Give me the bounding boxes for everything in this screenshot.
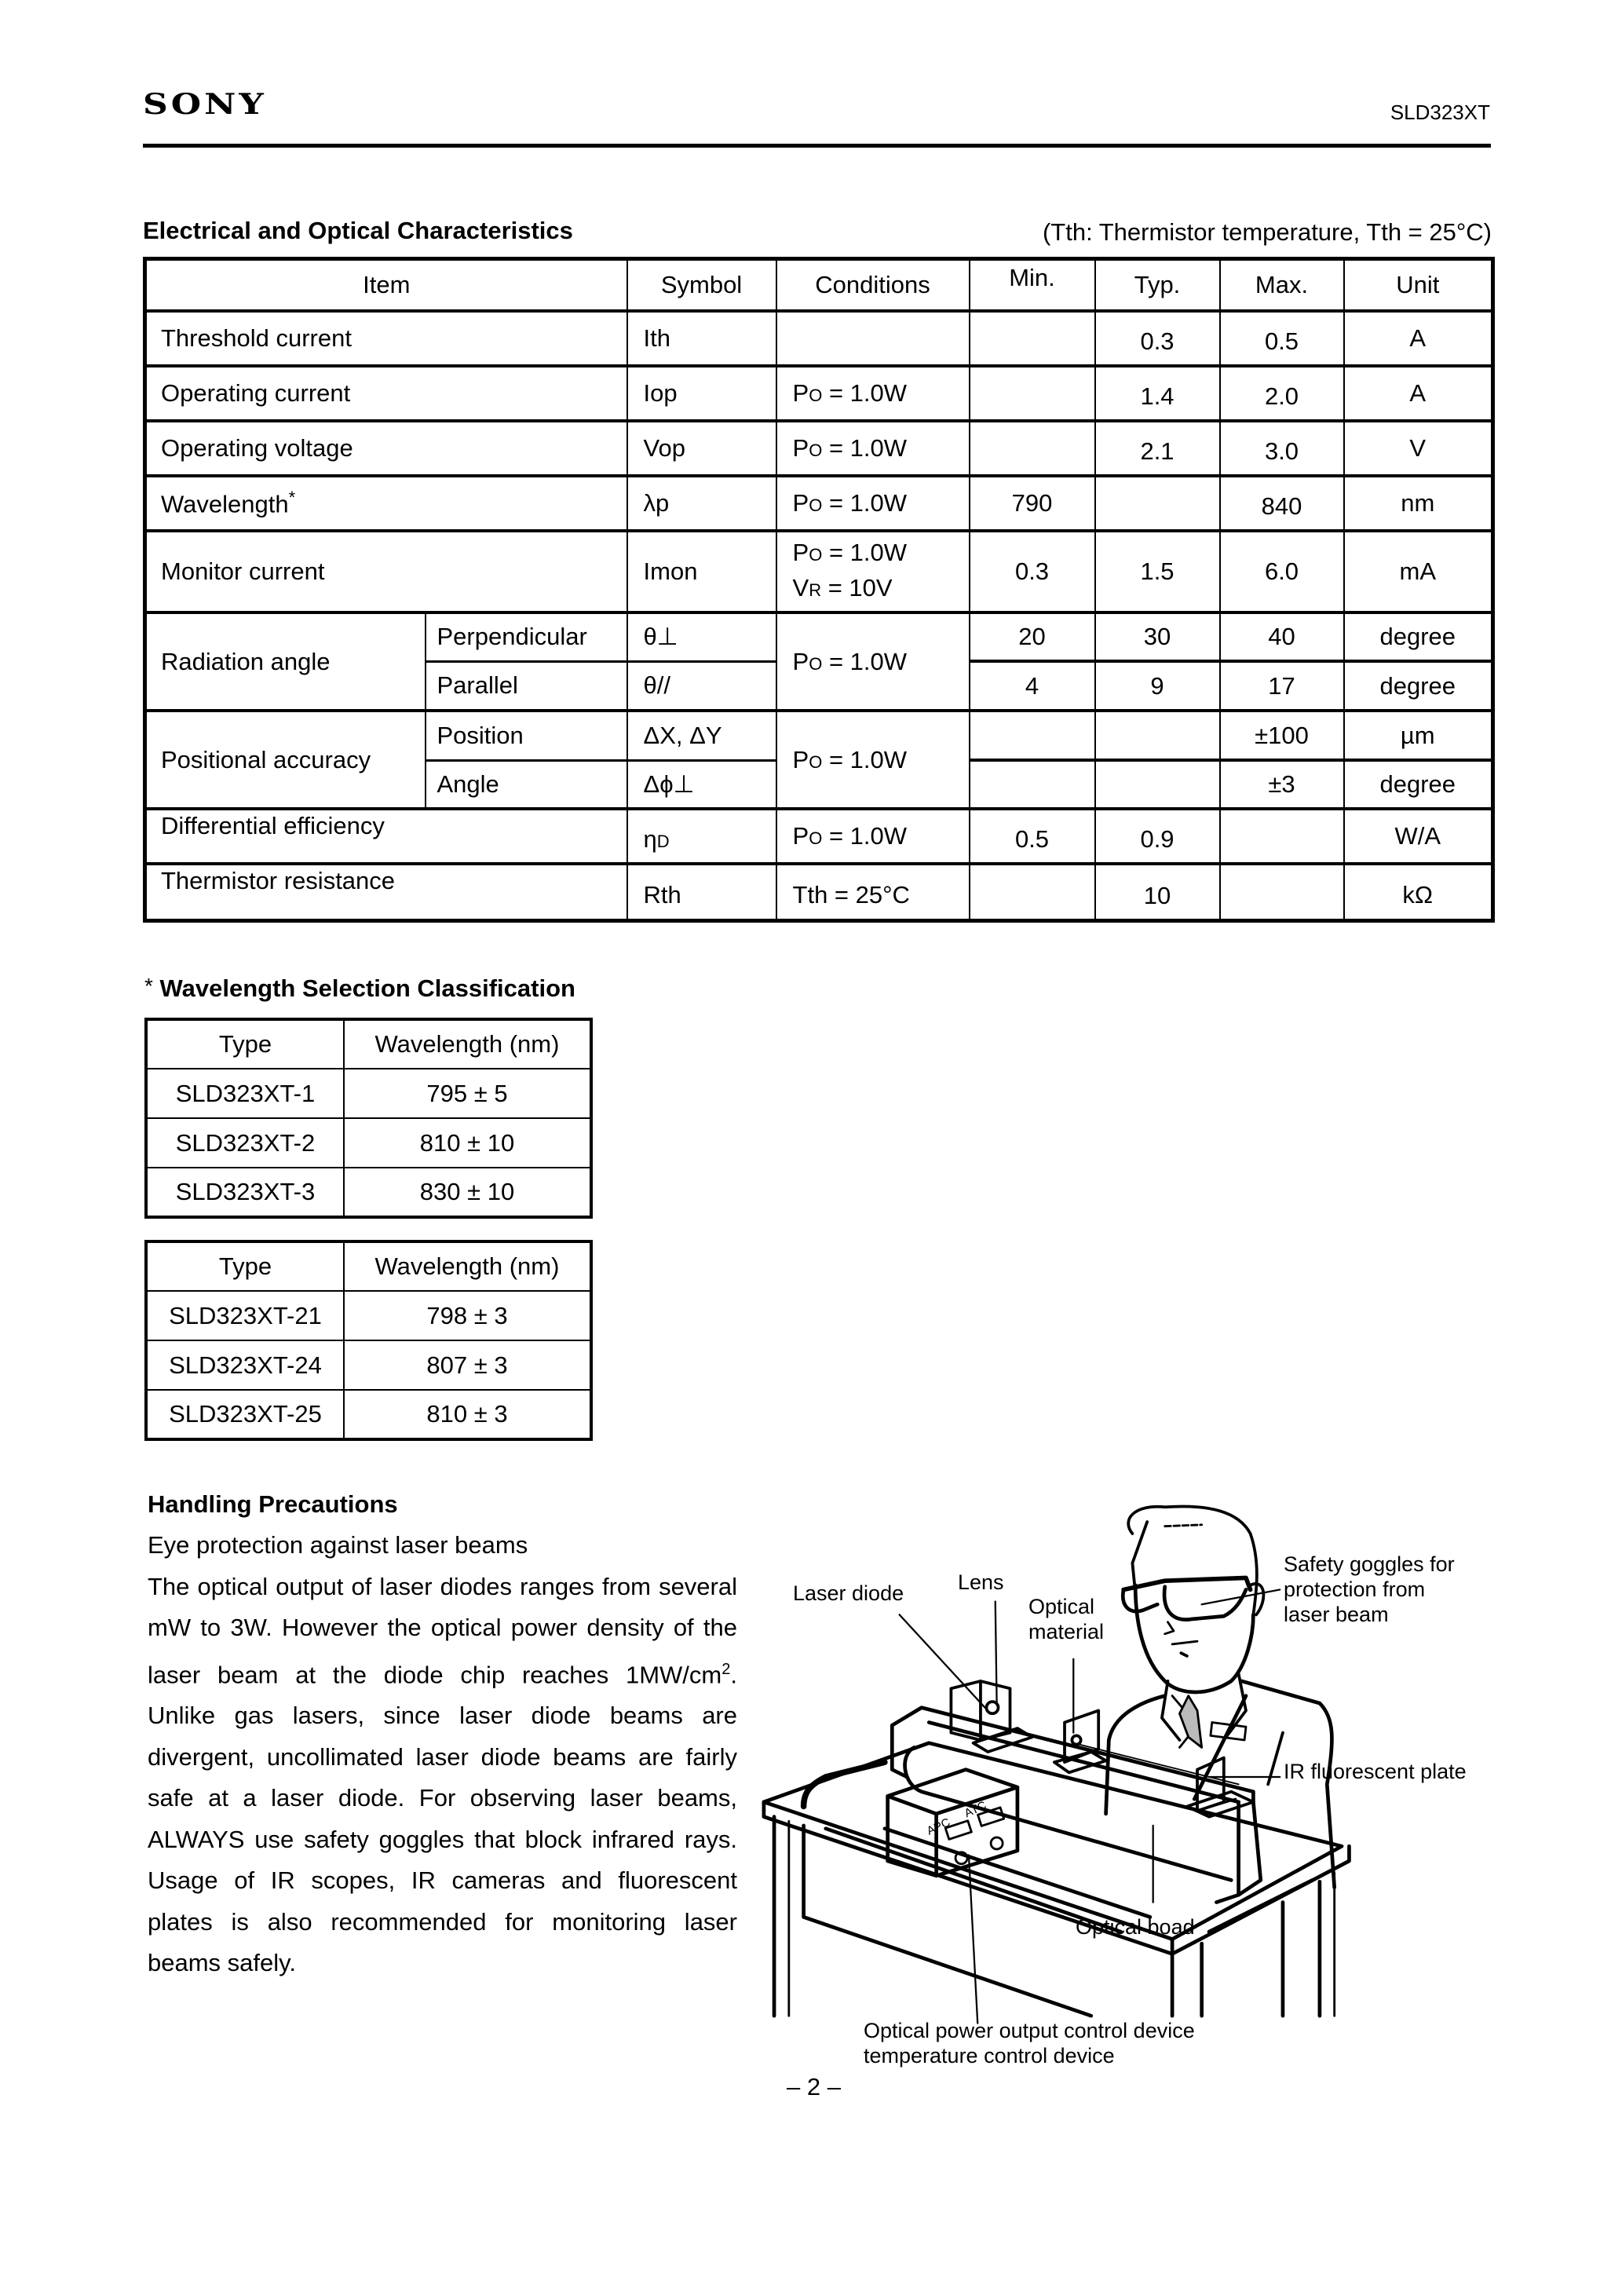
wavelength-cell: 795 ± 5 (344, 1069, 591, 1118)
label-apc: APC (924, 1815, 952, 1838)
symbol-cell: Δϕ⊥ (627, 760, 776, 809)
wavelength-cell: 807 ± 3 (344, 1340, 591, 1390)
typ-cell: 30 (1095, 612, 1220, 661)
label-safety-goggles (1284, 1552, 1455, 1627)
unit-cell: W/A (1344, 809, 1493, 864)
col-header-max: Max. (1220, 259, 1344, 312)
conditions-cell: PO = 1.0W (776, 421, 970, 476)
type-cell: SLD323XT-3 (146, 1168, 344, 1217)
item-cell: Differential efficiency (145, 809, 627, 864)
max-cell: 17 (1220, 661, 1344, 711)
typ-cell: 0.9 (1095, 809, 1220, 864)
max-cell: 840 (1220, 476, 1344, 531)
label-control-devices (864, 2018, 1195, 2068)
label-line: material (1028, 1620, 1105, 1643)
item-cell: Threshold current (145, 311, 627, 366)
col-header-unit: Unit (1344, 259, 1493, 312)
typ-cell: 9 (1095, 661, 1220, 711)
superscript: 2 (721, 1660, 731, 1678)
wavelength-selection-title: Wavelength Selection Classification (159, 974, 575, 1002)
item-cell: Radiation angle (145, 612, 426, 711)
col-header-type: Type (146, 1019, 344, 1069)
label-line: protection from (1284, 1578, 1426, 1601)
symbol-cell: ΔX, ΔY (627, 711, 776, 760)
min-cell: 790 (970, 476, 1095, 531)
label-lens: Lens (958, 1570, 1004, 1594)
symbol-cell: Ith (627, 311, 776, 366)
typ-cell: 10 (1095, 864, 1220, 921)
unit-cell: degree (1344, 661, 1493, 711)
item-cell: Monitor current (145, 531, 627, 612)
symbol-cell: Rth (627, 864, 776, 921)
unit-cell: V (1344, 421, 1493, 476)
ir-plate-holder (1187, 1758, 1254, 1817)
col-header-symbol: Symbol (627, 259, 776, 312)
symbol-cell: θ⊥ (627, 612, 776, 661)
wavelength-cell: 798 ± 3 (344, 1291, 591, 1340)
max-cell: ±3 (1220, 760, 1344, 809)
col-header-wavelength: Wavelength (nm) (344, 1019, 591, 1069)
unit-cell: degree (1344, 612, 1493, 661)
unit-cell: kΩ (1344, 864, 1493, 921)
label-laser-diode: Laser diode (793, 1581, 904, 1605)
sub-item-cell: Perpendicular (426, 612, 627, 661)
unit-cell: µm (1344, 711, 1493, 760)
item-cell: Positional accuracy (145, 711, 426, 809)
min-cell: 0.5 (970, 809, 1095, 864)
max-cell: 3.0 (1220, 421, 1344, 476)
label-line: Optical power output control device (864, 2019, 1195, 2042)
label-line: Safety goggles for (1284, 1552, 1455, 1576)
characteristics-title: Electrical and Optical Characteristics (143, 217, 573, 244)
type-cell: SLD323XT-24 (146, 1340, 344, 1390)
symbol-cell: ηD (627, 809, 776, 864)
sub-item-cell: Position (426, 711, 627, 760)
item-label: Wavelength (161, 490, 289, 518)
wavelength-cell: 810 ± 10 (344, 1118, 591, 1168)
condition-note: (Tth: Thermistor temperature, Tth = 25°C) (1042, 218, 1492, 246)
max-cell: 6.0 (1220, 531, 1344, 612)
type-cell: SLD323XT-21 (146, 1291, 344, 1340)
col-header-min: Min. (970, 259, 1095, 312)
wavelength-cell: 830 ± 10 (344, 1168, 591, 1217)
handling-subtitle: Eye protection against laser beams (148, 1531, 528, 1559)
max-cell: 2.0 (1220, 366, 1344, 421)
unit-cell: mA (1344, 531, 1493, 612)
max-cell: ±100 (1220, 711, 1344, 760)
symbol-cell: λp (627, 476, 776, 531)
document-id: SLD323XT (1390, 101, 1490, 124)
label-optical-board: Optical boad (1076, 1915, 1195, 1939)
col-header-conditions: Conditions (776, 259, 970, 312)
sony-logo: SONY (143, 88, 267, 121)
po-symbol: PO (792, 379, 823, 407)
conditions-cell: PO = 1.0W (776, 476, 970, 531)
footnote-mark: * (144, 974, 153, 998)
unit-cell: A (1344, 366, 1493, 421)
max-cell: 40 (1220, 612, 1344, 661)
item-cell: Operating voltage (145, 421, 627, 476)
page-number: – 2 – (787, 2073, 841, 2100)
item-cell: Thermistor resistance (145, 864, 627, 921)
sub-item-cell: Angle (426, 760, 627, 809)
label-atc: ATC (962, 1798, 989, 1821)
conditions-cell: PO = 1.0W (776, 711, 970, 809)
min-cell: 4 (970, 661, 1095, 711)
typ-cell: 1.5 (1095, 531, 1220, 612)
symbol-cell: θ// (627, 661, 776, 711)
conditions-cell: PO = 1.0W (776, 809, 970, 864)
paragraph-text: The optical output of laser diodes ranges from several mW to 3W. However the optical power density of the laser beam at the diode chip reaches 1MW/cm (148, 1572, 737, 1688)
min-cell: 20 (970, 612, 1095, 661)
symbol-cell: Iop (627, 366, 776, 421)
col-header-wavelength: Wavelength (nm) (344, 1241, 591, 1291)
footnote-mark: * (288, 488, 296, 508)
symbol-cell: Imon (627, 531, 776, 612)
max-cell: 0.5 (1220, 311, 1344, 366)
label-line: laser beam (1284, 1603, 1389, 1626)
unit-cell: nm (1344, 476, 1493, 531)
type-cell: SLD323XT-1 (146, 1069, 344, 1118)
conditions-cell: PO = 1.0W (776, 612, 970, 711)
col-header-type: Type (146, 1241, 344, 1291)
col-header-item: Item (145, 259, 627, 312)
conditions-cell: Tth = 25°C (776, 864, 970, 921)
col-header-typ: Typ. (1095, 259, 1220, 312)
item-cell: Operating current (145, 366, 627, 421)
conditions-cell: PO = 1.0W VR = 10V (776, 531, 970, 612)
symbol-cell: Vop (627, 421, 776, 476)
wavelength-cell: 810 ± 3 (344, 1390, 591, 1439)
min-cell: 0.3 (970, 531, 1095, 612)
conditions-cell: PO = 1.0W (776, 366, 970, 421)
label-ir-fluorescent-plate: IR fluorescent plate (1284, 1760, 1467, 1783)
label-optical-material (1028, 1594, 1104, 1644)
handling-title: Handling Precautions (148, 1490, 398, 1518)
type-cell: SLD323XT-2 (146, 1118, 344, 1168)
typ-cell: 0.3 (1095, 311, 1220, 366)
label-line: temperature control device (864, 2044, 1115, 2067)
typ-cell: 1.4 (1095, 366, 1220, 421)
sub-item-cell: Parallel (426, 661, 627, 711)
typ-cell: 2.1 (1095, 421, 1220, 476)
unit-cell: degree (1344, 760, 1493, 809)
type-cell: SLD323XT-25 (146, 1390, 344, 1439)
unit-cell: A (1344, 311, 1493, 366)
label-line: Optical (1028, 1595, 1095, 1618)
control-box (888, 1770, 1017, 1876)
paragraph-text: . Unlike gas lasers, since laser diode beams are divergent, uncollimated laser diode beams are fairly safe at a laser diode. For observing laser beams, ALWAYS use safety goggles that block infrared rays. Usage of IR scopes, IR cameras and fluorescent plates is also recommended for monitoring laser beams safely. (148, 1660, 737, 1977)
